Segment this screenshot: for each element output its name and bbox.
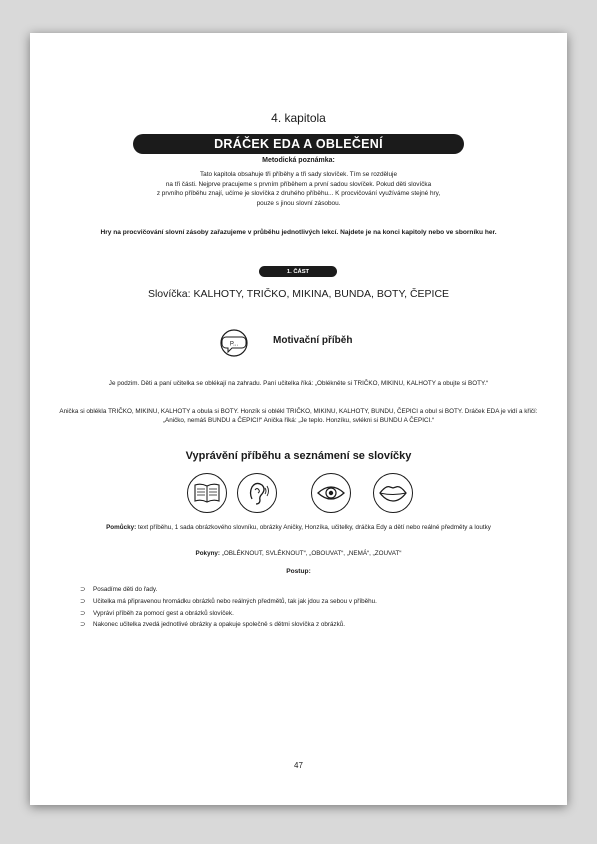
- list-item: [80, 620, 500, 629]
- aids-text: text příběhu, 1 sada obrázkového slovníku, obrázky Aničky, Honzíka, učitelky, dráčka Edy a dětí nebo reálné předměty a loutky: [136, 524, 491, 531]
- speech-bubble-icon: [217, 329, 251, 359]
- instructions-text: „OBLÉKNOUT, SVLÉKNOUT“, „OBOUVAT“, „NEMÁ“, „ZOUVAT“: [220, 550, 402, 557]
- games-note: Hry na procvičování slovní zásoby zařazujeme v průběhu jednotlivých lekcí. Najdete je na konci kapitoly nebo ve sborníku her.: [100, 229, 497, 236]
- narration-heading: Vyprávění příběhu a seznámení se slovíčky: [185, 450, 412, 462]
- aids-label: Pomůcky:: [106, 524, 137, 531]
- ear-icon: [237, 473, 277, 513]
- motivation-heading: Motivační příběh: [273, 335, 353, 346]
- procedure-list: [80, 585, 500, 632]
- step-text: Nakonec učitelka zvedá jednotlivé obrázky a opakuje společně s dětmi slovíčka z obrázků.: [93, 621, 346, 629]
- intro-paragraph: [70, 170, 527, 208]
- step-text: Učitelka má připravenou hromádku obrázků nebo reálných předmětů, tak jak jdou za sebou v příběhu.: [93, 597, 377, 605]
- page-number: 47: [294, 761, 303, 770]
- book-icon: [187, 473, 227, 513]
- chapter-title: DRÁČEK EDA A OBLEČENÍ: [133, 134, 464, 154]
- intro-line: na tři části. Nejprve pracujeme s prvním příběhem a první sadou slovíček. Pokud děti slovíčka: [165, 180, 432, 188]
- intro-line: z prvního příběhu znají, učíme je slovíčka z druhého příběhu... K procvičování využíváme stejné hry,: [156, 190, 441, 198]
- story-paragraph-2: Anička si obléklа TRIČKO, MIKINU, KALHOTY a obula si BOTY. Honzík si oblékl TRIČKO, MIKINU, KALHOTY, BUNDU, ČEPICI a obul si BOTY. Dráček EDA je vidí a křičí: „Aničko, nemáš BUNDU a ČEPICI!“ Anička říká: „Je teplo. Honzíku, svlékni si BUNDU A ČEPICI.“: [59, 408, 538, 425]
- document-page: [30, 33, 567, 805]
- bullet-icon: ⊃: [80, 597, 86, 605]
- part-badge: 1. ČÁST: [259, 266, 337, 277]
- intro-line: pouze s jinou slovní zásobou.: [256, 199, 341, 207]
- aids-paragraph: [80, 523, 517, 533]
- story-paragraph-1: Je podzim. Děti a paní učitelka se oblékají na zahradu. Paní učitelka říká: „Oblékněte si TRIČKO, MIKINU, KALHOTY a obujte si BOTY.“: [108, 380, 489, 387]
- bullet-icon: ⊃: [80, 621, 86, 629]
- method-note-heading: Metodická poznámka:: [262, 157, 335, 164]
- instructions-line: [30, 550, 567, 557]
- list-item: [80, 597, 500, 606]
- speech-bubble-text: P...: [229, 341, 239, 348]
- chapter-label: 4. kapitola: [271, 111, 326, 125]
- list-item: [80, 585, 500, 594]
- bullet-icon: ⊃: [80, 609, 86, 617]
- step-text: Posadíme děti do řady.: [93, 586, 158, 593]
- vocabulary-line: Slovíčka: KALHOTY, TRIČKO, MIKINA, BUNDA, BOTY, ČEPICE: [147, 288, 450, 300]
- eye-icon: [311, 473, 351, 513]
- procedure-heading: Postup:: [286, 568, 311, 575]
- instructions-label: Pokyny:: [195, 550, 221, 557]
- step-text: Vypráví příběh za pomocí gest a obrázků slovíček.: [93, 609, 234, 617]
- lips-icon: [373, 473, 413, 513]
- bullet-icon: ⊃: [80, 586, 86, 593]
- list-item: [80, 609, 500, 618]
- intro-line: Tato kapitola obsahuje tři příběhy a tři sady slovíček. Tím se rozděluje: [199, 171, 398, 178]
